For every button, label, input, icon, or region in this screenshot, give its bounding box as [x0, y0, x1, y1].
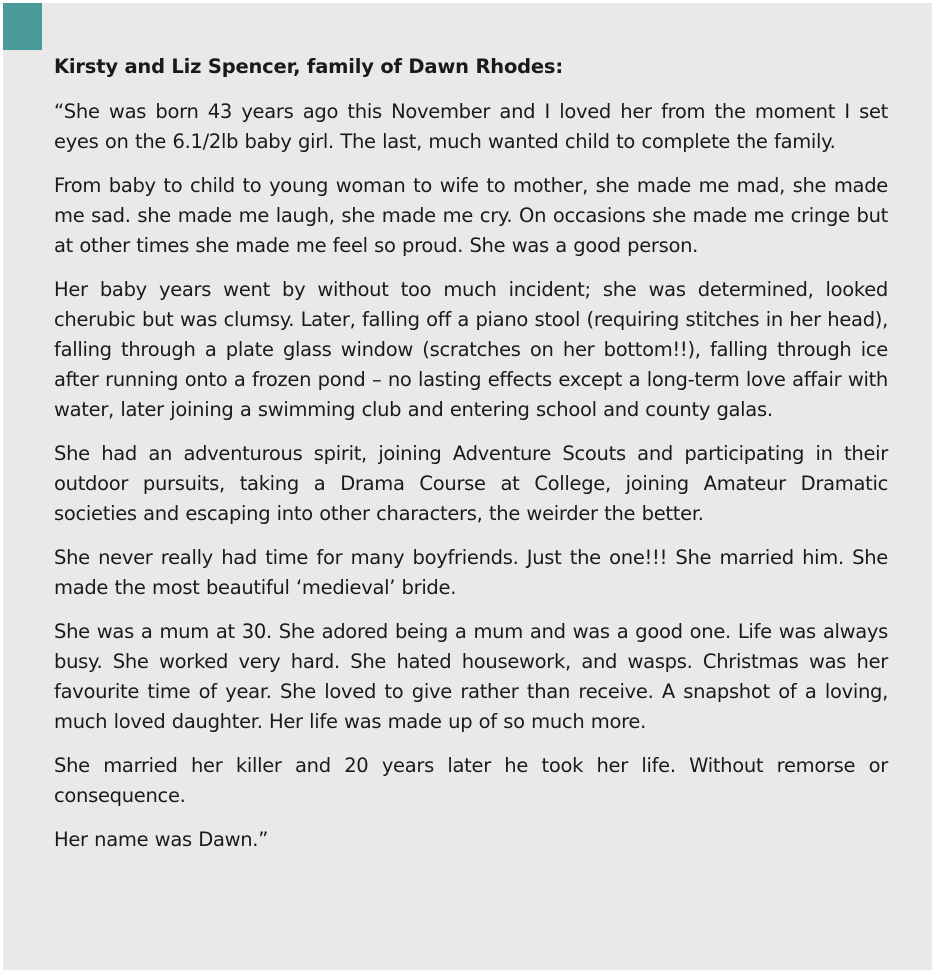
- paragraph-3: Her baby years went by without too much incident; she was determined, looked cherubic but was clumsy. Later, falling off a piano stool (requiring stitches in her head), falling through a plate glass window (scratches on her bottom!!), falling through ice after running onto a frozen pond – no lasting effects except a long-term love affair with water, later joining a swimming club and entering school and county galas.: [54, 278, 888, 421]
- paragraph-1: “She was born 43 years ago this November and I loved her from the moment I set eyes on the 6.1/2lb baby girl. The last, much wanted child to complete the family.: [54, 100, 888, 153]
- paragraph-8: Her name was Dawn.”: [54, 828, 269, 851]
- paragraph-6: She was a mum at 30. She adored being a mum and was a good one. Life was always busy. She worked very hard. She hated housework, and wasps. Christmas was her favourite time of year. She loved to give rather than receive. A snapshot of a loving, much loved daughter. Her life was made up of so much more.: [54, 620, 888, 733]
- accent-block: [3, 3, 42, 50]
- statement-heading: Kirsty and Liz Spencer, family of Dawn Rhodes:: [54, 55, 563, 78]
- paragraph-5: She never really had time for many boyfriends. Just the one!!! She married him. She made the most beautiful ‘medieval’ bride.: [54, 546, 888, 599]
- paragraph-4: She had an adventurous spirit, joining Adventure Scouts and participating in their outdoor pursuits, taking a Drama Course at College, joining Amateur Dramatic societies and escaping into other characters, the weirder the better.: [54, 442, 888, 525]
- statement-content: [54, 55, 888, 855]
- paragraph-7: She married her killer and 20 years later he took her life. Without remorse or consequence.: [54, 754, 888, 807]
- paragraph-2: From baby to child to young woman to wife to mother, she made me mad, she made me sad. she made me laugh, she made me cry. On occasions she made me cringe but at other times she made me feel so proud. She was a good person.: [54, 174, 888, 257]
